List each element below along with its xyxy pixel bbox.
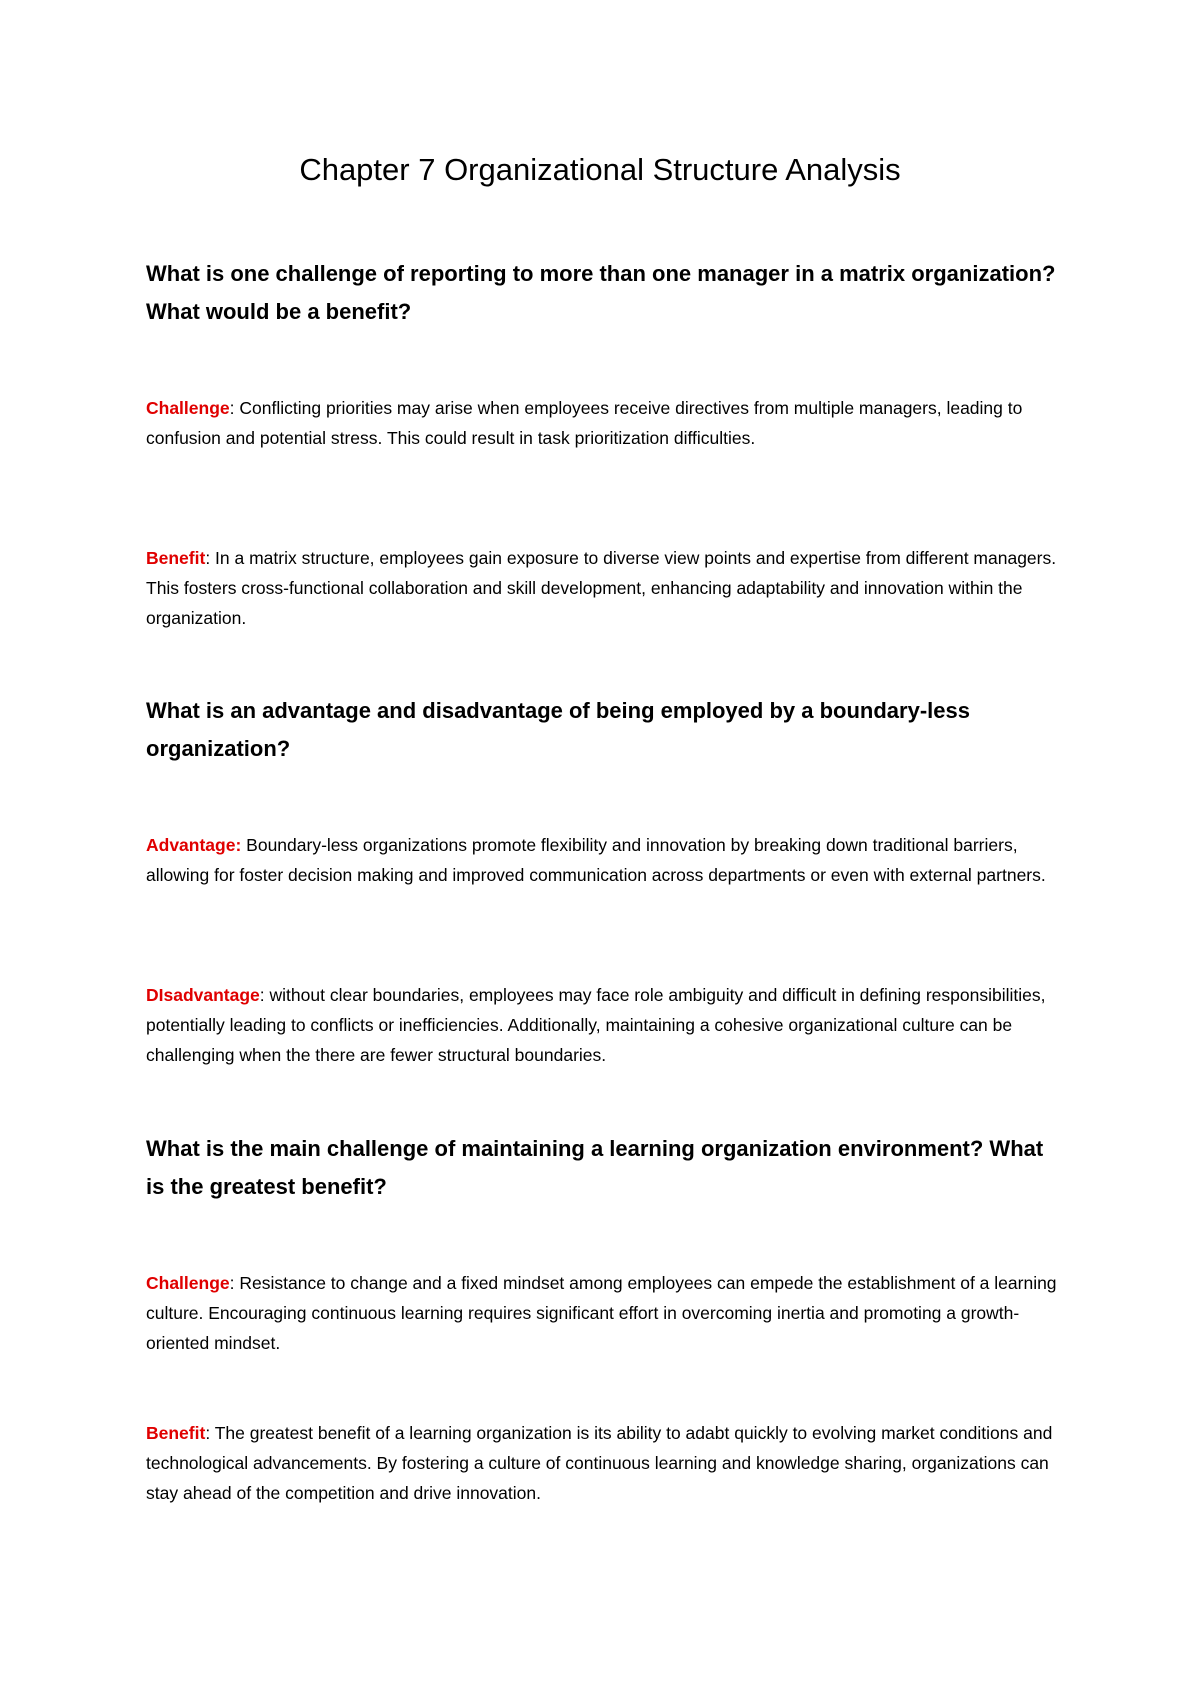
answer-text: In a matrix structure, employees gain exposure to diverse view points and expertise from different managers. This fosters cross-functional collaboration and skill development, enhancing adaptability and innovation within the organization. [146,548,1057,628]
question-heading: What is one challenge of reporting to more than one manager in a matrix organization? What would be a benefit? [146,261,1056,324]
answer-text: without clear boundaries, employees may face role ambiguity and difficult in defining responsibilities, potentially leading to conflicts or inefficiencies. Additionally, maintaining a cohesive organizational culture can be challenging when the there are fewer structural boundaries. [146,985,1046,1065]
answer-separator: : [229,398,240,418]
question-heading: What is an advantage and disadvantage of being employed by a boundary-less organization? [146,698,970,761]
answer-text: Resistance to change and a fixed mindset among employees can empede the establishment of a learning culture. Encouraging continuous learning requires significant effort in overcoming inertia and promoting a growth-oriented mindset. [146,1273,1057,1353]
answer-separator: : [229,1273,240,1293]
question-heading: What is the main challenge of maintaining a learning organization environment? What is the greatest benefit? [146,1136,1044,1199]
answer-paragraph [146,1268,1076,1358]
answer-paragraph [146,1418,1076,1508]
answer-paragraph [146,980,1076,1070]
document-title: Chapter 7 Organizational Structure Analysis [299,152,901,187]
answer-label-challenge: Challenge [146,1273,230,1293]
answer-separator: : [205,1423,215,1443]
answer-paragraph [146,393,1076,453]
answer-label-benefit: Benefit [146,548,206,568]
answer-separator: : [205,548,216,568]
answer-paragraph [146,543,1076,633]
answer-separator: : [259,985,270,1005]
answer-label-challenge: Challenge [146,398,230,418]
answer-label-disadvantage: DIsadvantage [146,985,260,1005]
answer-label-benefit: Benefit [146,1423,206,1443]
answer-label-advantage: Advantage: [146,835,242,855]
answer-text: Boundary-less organizations promote flexibility and innovation by breaking down traditional barriers, allowing for foster decision making and improved communication across departments or even with external partners. [146,835,1046,885]
answer-paragraph [146,830,1076,890]
answer-text: Conflicting priorities may arise when employees receive directives from multiple managers, leading to confusion and potential stress. This could result in task prioritization difficulties. [146,398,1023,448]
answer-text: The greatest benefit of a learning organization is its ability to adabt quickly to evolving market conditions and technological advancements. By fostering a culture of continuous learning and knowledge sharing, organizations can stay ahead of the competition and drive innovation. [146,1423,1053,1503]
